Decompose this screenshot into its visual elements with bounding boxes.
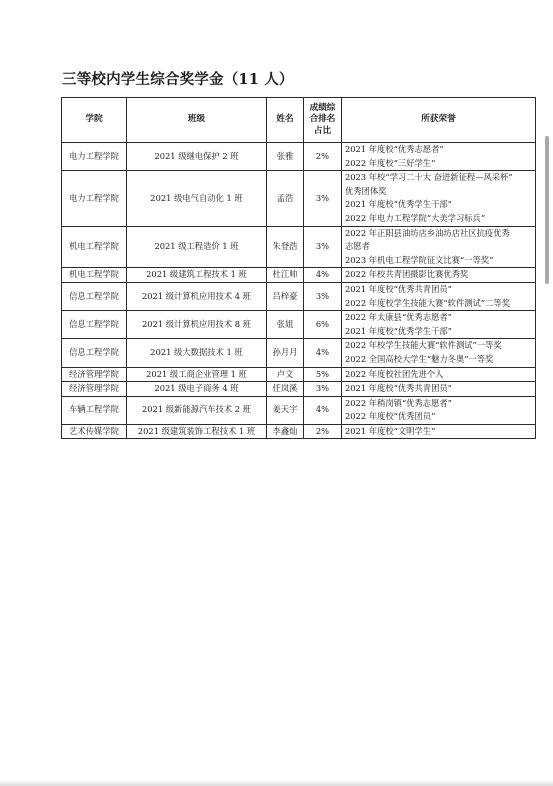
table-row xyxy=(62,268,536,283)
honor-line: 2022 年稍岗镇“优秀志愿者” xyxy=(345,397,452,408)
cell-honors xyxy=(342,226,536,268)
cell-college: 电力工程学院 xyxy=(62,171,127,226)
column-header-honors: 所获荣誉 xyxy=(342,98,536,143)
cell-rank: 3% xyxy=(304,382,342,397)
cell-college: 车辆工程学院 xyxy=(62,396,127,424)
honor-line: 2021 年度校“优秀学生干部” xyxy=(345,325,452,336)
table-header-row xyxy=(62,98,536,143)
cell-name: 张雅 xyxy=(267,143,304,171)
table-row xyxy=(62,367,536,382)
table-row xyxy=(62,382,536,397)
cell-honors xyxy=(342,382,536,397)
page-bottom-edge xyxy=(0,780,553,786)
table-row xyxy=(62,226,536,268)
cell-rank: 2% xyxy=(304,143,342,171)
honor-line: 2022 年度校“优秀团员” xyxy=(345,411,436,422)
honor-line: 2022 年度校社团先进个人 xyxy=(345,368,444,379)
cell-class: 2021 级工程造价 1 班 xyxy=(127,226,267,268)
cell-name: 姜天宇 xyxy=(267,396,304,424)
column-header-name: 姓名 xyxy=(267,98,304,143)
honor-line: 志愿者 xyxy=(345,241,370,252)
cell-honors xyxy=(342,367,536,382)
page-title: 三等校内学生综合奖学金（11 人） xyxy=(62,71,294,88)
cell-name: 卢文 xyxy=(267,367,304,382)
scholarship-table xyxy=(61,97,536,439)
honor-line: 2021 年度校“文明学生” xyxy=(345,425,436,436)
cell-name: 李鑫灿 xyxy=(267,424,304,439)
cell-class: 2021 级电子商务 4 班 xyxy=(127,382,267,397)
cell-rank: 4% xyxy=(304,268,342,283)
table-row xyxy=(62,339,536,367)
cell-college: 信息工程学院 xyxy=(62,311,127,339)
table-body xyxy=(62,143,536,439)
cell-college: 艺术传媒学院 xyxy=(62,424,127,439)
cell-name: 孟浩 xyxy=(267,171,304,226)
cell-honors xyxy=(342,311,536,339)
scrollbar-thumb[interactable] xyxy=(545,136,549,284)
cell-class: 2021 级计算机应用技术 8 班 xyxy=(127,311,267,339)
cell-class: 2021 级继电保护 2 班 xyxy=(127,143,267,171)
honor-line: 2022 年度校“三好学生” xyxy=(345,157,436,168)
column-header-rank: 成绩综合排名占比 xyxy=(304,98,342,143)
cell-class: 2021 级电气自动化 1 班 xyxy=(127,171,267,226)
table-row xyxy=(62,396,536,424)
cell-class: 2021 级建筑工程技术 1 班 xyxy=(127,268,267,283)
table-row xyxy=(62,171,536,226)
cell-name: 杜江帅 xyxy=(267,268,304,283)
cell-rank: 3% xyxy=(304,171,342,226)
cell-class: 2021 级工商企业管理 1 班 xyxy=(127,367,267,382)
honor-line: 2022 年校学生技能大赛“软件测试”一等奖 xyxy=(345,340,502,351)
cell-college: 经济管理学院 xyxy=(62,367,127,382)
honor-line: 优秀团体奖 xyxy=(345,185,387,196)
cell-college: 信息工程学院 xyxy=(62,282,127,310)
honor-line: 2022 全国高校大学生“魅力冬奥”一等奖 xyxy=(345,353,494,364)
cell-college: 信息工程学院 xyxy=(62,339,127,367)
honor-line: 2021 年度校“优秀共青团员” xyxy=(345,283,452,294)
cell-honors xyxy=(342,282,536,310)
cell-honors xyxy=(342,396,536,424)
cell-rank: 6% xyxy=(304,311,342,339)
honor-line: 2022 年度校学生技能大赛“软件测试”二等奖 xyxy=(345,297,510,308)
cell-honors xyxy=(342,268,536,283)
cell-class: 2021 级新能源汽车技术 2 班 xyxy=(127,396,267,424)
cell-rank: 4% xyxy=(304,339,342,367)
cell-honors xyxy=(342,424,536,439)
honor-line: 2022 年校共青团摄影比赛优秀奖 xyxy=(345,269,469,280)
cell-college: 电力工程学院 xyxy=(62,143,127,171)
cell-name: 任岚溪 xyxy=(267,382,304,397)
column-header-college: 学院 xyxy=(62,98,127,143)
honor-line: 2021 年度校“优秀志愿者” xyxy=(345,144,444,154)
cell-rank: 5% xyxy=(304,367,342,382)
column-header-class: 班级 xyxy=(127,98,267,143)
table-row xyxy=(62,282,536,310)
honor-line: 2023 年机电工程学院征文比赛“一等奖” xyxy=(345,254,494,265)
cell-honors xyxy=(342,143,536,171)
honor-line: 2021 年度校“优秀共青团员” xyxy=(345,383,452,394)
cell-college: 经济管理学院 xyxy=(62,382,127,397)
cell-college: 机电工程学院 xyxy=(62,268,127,283)
cell-honors xyxy=(342,171,536,226)
honor-line: 2023 年校“学习二十大 奋进新征程—风采杯” xyxy=(345,172,513,183)
honor-line: 2021 年度校“优秀学生干部” xyxy=(345,199,452,210)
cell-rank: 3% xyxy=(304,282,342,310)
cell-class: 2021 级计算机应用技术 4 班 xyxy=(127,282,267,310)
cell-class: 2021 级建筑装饰工程技术 1 班 xyxy=(127,424,267,439)
cell-rank: 2% xyxy=(304,424,342,439)
cell-rank: 4% xyxy=(304,396,342,424)
cell-rank: 3% xyxy=(304,226,342,268)
cell-name: 朱登浩 xyxy=(267,226,304,268)
cell-honors xyxy=(342,339,536,367)
cell-class: 2021 级大数据技术 1 班 xyxy=(127,339,267,367)
table-row xyxy=(62,311,536,339)
honor-line: 2022 年正阳县油坊店乡油坊店社区抗疫优秀 xyxy=(345,227,510,238)
cell-name: 张姐 xyxy=(267,311,304,339)
table-row xyxy=(62,424,536,439)
table-row xyxy=(62,143,536,171)
honor-line: 2022 年太康县“优秀志愿者” xyxy=(345,312,452,323)
cell-college: 机电工程学院 xyxy=(62,226,127,268)
cell-name: 孙月月 xyxy=(267,339,304,367)
cell-name: 吕梓豪 xyxy=(267,282,304,310)
honor-line: 2022 年电力工程学院“大美学习标兵” xyxy=(345,212,486,223)
